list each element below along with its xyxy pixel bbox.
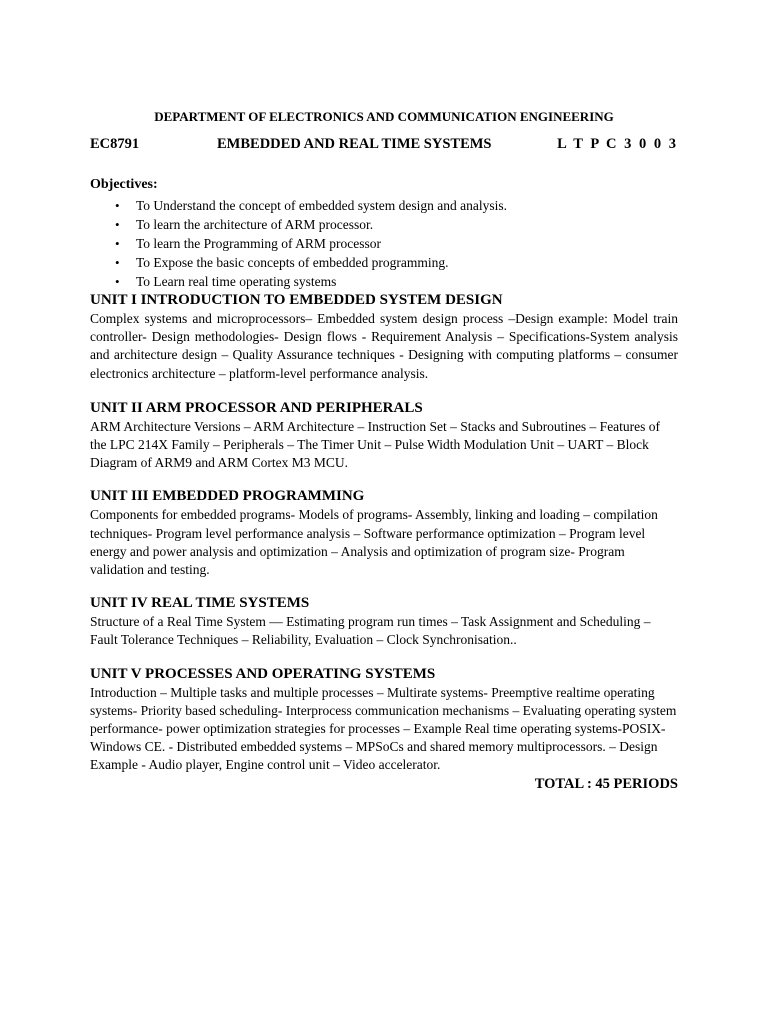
syllabus-page <box>90 108 678 794</box>
objective-item <box>90 272 678 291</box>
unit-1-body: Complex systems and microprocessors– Embedded system design process –Design example: Model train controller- Design methodologies- Design flows - Requirement Analysis – Specifications-System analysis and architecture design – Quality Assurance techniques - Designing with computing platforms – consumer electronics architecture – platform-level performance analysis. <box>90 311 678 381</box>
course-name: EMBEDDED AND REAL TIME SYSTEMS <box>217 136 492 152</box>
objective-item <box>90 215 678 234</box>
objective-text: To Understand the concept of embedded system design and analysis. <box>136 198 507 213</box>
bullet-icon: • <box>115 217 120 232</box>
unit-5-body: Introduction – Multiple tasks and multiple processes – Multirate systems- Preemptive realtime operating systems- Priority based scheduling- Interprocess communication mechanisms – Evaluating operating system performance- power optimization strategies for processes – Example Real time operating systems-POSIX-Windows CE. - Distributed embedded systems – MPSoCs and shared memory multiprocessors. – Design Example - Audio player, Engine control unit – Video accelerator. <box>90 684 677 773</box>
unit-2-body: ARM Architecture Versions – ARM Architecture – Instruction Set – Stacks and Subroutines – Features of the LPC 214X Family – Peripherals – The Timer Unit – Pulse Width Modulation Unit – UART – Block Diagram of ARM9 and ARM Cortex M3 MCU. <box>90 418 661 471</box>
unit-4-body: Structure of a Real Time System –– Estimating program run times – Task Assignment and Scheduling – Fault Tolerance Techniques – Reliability, Evaluation – Clock Synchronisation.. <box>90 614 651 648</box>
objectives-list <box>90 196 678 291</box>
objective-item <box>90 196 678 215</box>
objective-text: To learn the architecture of ARM processor. <box>136 217 374 232</box>
course-header-row <box>90 133 678 155</box>
objective-item <box>90 234 678 253</box>
objective-text: To Expose the basic concepts of embedded programming. <box>136 255 449 270</box>
unit-1-title: UNIT I INTRODUCTION TO EMBEDDED SYSTEM DESIGN <box>90 292 503 308</box>
unit-5-title: UNIT V PROCESSES AND OPERATING SYSTEMS <box>90 665 436 682</box>
unit-4-title: UNIT IV REAL TIME SYSTEMS <box>90 595 310 612</box>
objective-text: To Learn real time operating systems <box>136 274 337 289</box>
department-heading: DEPARTMENT OF ELECTRONICS AND COMMUNICATION ENGINEERING <box>154 109 614 124</box>
unit-3-body: Components for embedded programs- Models of programs- Assembly, linking and loading – compilation techniques- Program level performance analysis – Software performance optimization – Program level energy and power analysis and optimization – Analysis and optimization of program size- Program validation and testing. <box>90 507 658 578</box>
unit-3-title: UNIT III EMBEDDED PROGRAMMING <box>90 488 365 505</box>
unit-2-title: UNIT II ARM PROCESSOR AND PERIPHERALS <box>90 399 423 416</box>
ltpc-credits: L T P C 3 0 0 3 <box>557 136 678 152</box>
total-periods: TOTAL : 45 PERIODS <box>534 775 678 792</box>
bullet-icon: • <box>115 198 120 213</box>
bullet-icon: • <box>115 236 120 251</box>
bullet-icon: • <box>115 255 120 270</box>
bullet-icon: • <box>115 274 120 289</box>
objectives-title: Objectives: <box>90 177 158 192</box>
objective-item <box>90 253 678 272</box>
course-code: EC8791 <box>90 136 140 152</box>
objective-text: To learn the Programming of ARM processor <box>136 236 382 251</box>
